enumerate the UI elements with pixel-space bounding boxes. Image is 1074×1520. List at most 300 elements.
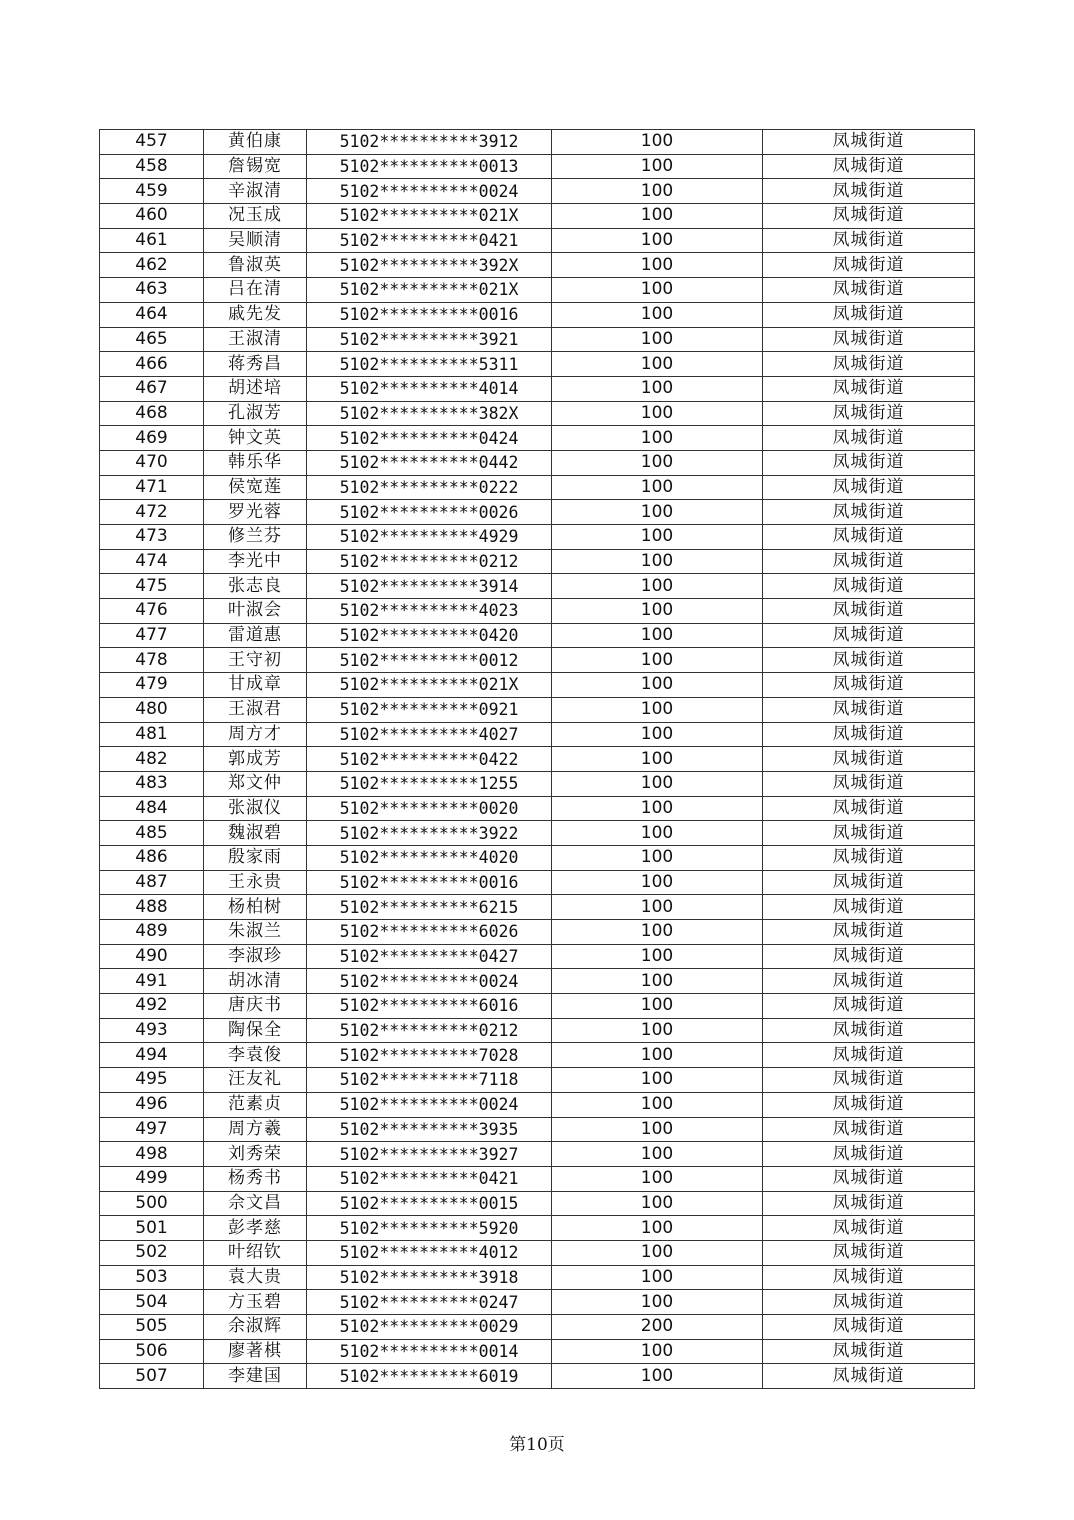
table-row [100, 1364, 975, 1389]
id-number-cell: 5102**********0014 [307, 1339, 552, 1364]
name-cell: 杨秀书 [204, 1166, 307, 1191]
table-row [100, 228, 975, 253]
amount-cell: 100 [552, 623, 763, 648]
row-number-cell: 474 [100, 549, 204, 574]
row-number-cell: 507 [100, 1364, 204, 1389]
row-number-cell: 459 [100, 179, 204, 204]
table-row [100, 154, 975, 179]
table-row [100, 204, 975, 229]
name-cell: 胡述培 [204, 376, 307, 401]
name-cell: 廖著棋 [204, 1339, 307, 1364]
street-cell: 凤城街道 [763, 327, 975, 352]
name-cell: 李光中 [204, 549, 307, 574]
name-cell: 唐庆书 [204, 994, 307, 1019]
street-cell: 凤城街道 [763, 722, 975, 747]
street-cell: 凤城街道 [763, 426, 975, 451]
table-row [100, 1290, 975, 1315]
id-number-cell: 5102**********0421 [307, 1166, 552, 1191]
table-row [100, 1339, 975, 1364]
name-cell: 李淑珍 [204, 944, 307, 969]
amount-cell: 100 [552, 1216, 763, 1241]
amount-cell: 100 [552, 845, 763, 870]
id-number-cell: 5102**********3921 [307, 327, 552, 352]
id-number-cell: 5102**********0024 [307, 969, 552, 994]
table-row [100, 747, 975, 772]
name-cell: 郑文仲 [204, 771, 307, 796]
amount-cell: 100 [552, 796, 763, 821]
table-row [100, 500, 975, 525]
row-number-cell: 500 [100, 1191, 204, 1216]
id-number-cell: 5102**********4012 [307, 1240, 552, 1265]
row-number-cell: 458 [100, 154, 204, 179]
name-cell: 王守初 [204, 648, 307, 673]
street-cell: 凤城街道 [763, 1142, 975, 1167]
name-cell: 张志良 [204, 574, 307, 599]
id-number-cell: 5102**********4023 [307, 599, 552, 624]
amount-cell: 100 [552, 648, 763, 673]
id-number-cell: 5102**********0013 [307, 154, 552, 179]
id-number-cell: 5102**********6026 [307, 920, 552, 945]
table-row [100, 1240, 975, 1265]
amount-cell: 100 [552, 475, 763, 500]
table-row [100, 599, 975, 624]
row-number-cell: 478 [100, 648, 204, 673]
amount-cell: 100 [552, 549, 763, 574]
row-number-cell: 504 [100, 1290, 204, 1315]
id-number-cell: 5102**********3912 [307, 130, 552, 155]
street-cell: 凤城街道 [763, 525, 975, 550]
street-cell: 凤城街道 [763, 179, 975, 204]
id-number-cell: 5102**********5311 [307, 352, 552, 377]
amount-cell: 100 [552, 302, 763, 327]
row-number-cell: 496 [100, 1092, 204, 1117]
amount-cell: 100 [552, 599, 763, 624]
name-cell: 罗光蓉 [204, 500, 307, 525]
row-number-cell: 470 [100, 450, 204, 475]
row-number-cell: 465 [100, 327, 204, 352]
id-number-cell: 5102**********392X [307, 253, 552, 278]
table-row [100, 845, 975, 870]
id-number-cell: 5102**********0012 [307, 648, 552, 673]
table-row [100, 278, 975, 303]
amount-cell: 100 [552, 1068, 763, 1093]
id-number-cell: 5102**********3914 [307, 574, 552, 599]
amount-cell: 100 [552, 747, 763, 772]
name-cell: 雷道惠 [204, 623, 307, 648]
name-cell: 侯宽莲 [204, 475, 307, 500]
table-row [100, 697, 975, 722]
row-number-cell: 481 [100, 722, 204, 747]
row-number-cell: 495 [100, 1068, 204, 1093]
street-cell: 凤城街道 [763, 278, 975, 303]
row-number-cell: 492 [100, 994, 204, 1019]
street-cell: 凤城街道 [763, 1290, 975, 1315]
street-cell: 凤城街道 [763, 1339, 975, 1364]
street-cell: 凤城街道 [763, 994, 975, 1019]
id-number-cell: 5102**********0020 [307, 796, 552, 821]
row-number-cell: 477 [100, 623, 204, 648]
table-row [100, 623, 975, 648]
table-row [100, 574, 975, 599]
row-number-cell: 466 [100, 352, 204, 377]
id-number-cell: 5102**********3927 [307, 1142, 552, 1167]
amount-cell: 100 [552, 327, 763, 352]
amount-cell: 100 [552, 673, 763, 698]
street-cell: 凤城街道 [763, 475, 975, 500]
row-number-cell: 489 [100, 920, 204, 945]
amount-cell: 100 [552, 1092, 763, 1117]
row-number-cell: 476 [100, 599, 204, 624]
table-row [100, 1043, 975, 1068]
street-cell: 凤城街道 [763, 845, 975, 870]
id-number-cell: 5102**********0247 [307, 1290, 552, 1315]
amount-cell: 100 [552, 1339, 763, 1364]
page-number: 第10页 [509, 1435, 565, 1455]
row-number-cell: 480 [100, 697, 204, 722]
id-number-cell: 5102**********3935 [307, 1117, 552, 1142]
row-number-cell: 487 [100, 870, 204, 895]
street-cell: 凤城街道 [763, 1018, 975, 1043]
amount-cell: 100 [552, 821, 763, 846]
amount-cell: 100 [552, 1117, 763, 1142]
name-cell: 范素贞 [204, 1092, 307, 1117]
name-cell: 魏淑碧 [204, 821, 307, 846]
amount-cell: 100 [552, 1142, 763, 1167]
row-number-cell: 461 [100, 228, 204, 253]
row-number-cell: 460 [100, 204, 204, 229]
row-number-cell: 499 [100, 1166, 204, 1191]
name-cell: 黄伯康 [204, 130, 307, 155]
name-cell: 周方才 [204, 722, 307, 747]
amount-cell: 100 [552, 352, 763, 377]
id-number-cell: 5102**********0024 [307, 179, 552, 204]
table-row [100, 1166, 975, 1191]
row-number-cell: 491 [100, 969, 204, 994]
table-row [100, 450, 975, 475]
table-row [100, 549, 975, 574]
street-cell: 凤城街道 [763, 1265, 975, 1290]
table-row [100, 722, 975, 747]
name-cell: 周方羲 [204, 1117, 307, 1142]
table-row [100, 895, 975, 920]
row-number-cell: 488 [100, 895, 204, 920]
amount-cell: 100 [552, 278, 763, 303]
table-row [100, 376, 975, 401]
table-row [100, 302, 975, 327]
row-number-cell: 463 [100, 278, 204, 303]
amount-cell: 100 [552, 228, 763, 253]
street-cell: 凤城街道 [763, 747, 975, 772]
name-cell: 张淑仪 [204, 796, 307, 821]
amount-cell: 100 [552, 525, 763, 550]
table-row [100, 1117, 975, 1142]
street-cell: 凤城街道 [763, 1043, 975, 1068]
table-row [100, 401, 975, 426]
id-number-cell: 5102**********0420 [307, 623, 552, 648]
row-number-cell: 494 [100, 1043, 204, 1068]
row-number-cell: 506 [100, 1339, 204, 1364]
name-cell: 殷家雨 [204, 845, 307, 870]
name-cell: 方玉碧 [204, 1290, 307, 1315]
name-cell: 况玉成 [204, 204, 307, 229]
row-number-cell: 486 [100, 845, 204, 870]
name-cell: 王淑清 [204, 327, 307, 352]
table-row [100, 253, 975, 278]
row-number-cell: 503 [100, 1265, 204, 1290]
amount-cell: 200 [552, 1315, 763, 1340]
street-cell: 凤城街道 [763, 771, 975, 796]
street-cell: 凤城街道 [763, 1068, 975, 1093]
id-number-cell: 5102**********0427 [307, 944, 552, 969]
amount-cell: 100 [552, 204, 763, 229]
id-number-cell: 5102**********0422 [307, 747, 552, 772]
id-number-cell: 5102**********0026 [307, 500, 552, 525]
street-cell: 凤城街道 [763, 1216, 975, 1241]
row-number-cell: 473 [100, 525, 204, 550]
street-cell: 凤城街道 [763, 1166, 975, 1191]
row-number-cell: 462 [100, 253, 204, 278]
row-number-cell: 505 [100, 1315, 204, 1340]
amount-cell: 100 [552, 771, 763, 796]
street-cell: 凤城街道 [763, 549, 975, 574]
id-number-cell: 5102**********0222 [307, 475, 552, 500]
name-cell: 叶淑会 [204, 599, 307, 624]
table-row [100, 179, 975, 204]
street-cell: 凤城街道 [763, 623, 975, 648]
street-cell: 凤城街道 [763, 796, 975, 821]
name-cell: 戚先发 [204, 302, 307, 327]
table-row [100, 352, 975, 377]
amount-cell: 100 [552, 1240, 763, 1265]
row-number-cell: 485 [100, 821, 204, 846]
street-cell: 凤城街道 [763, 253, 975, 278]
street-cell: 凤城街道 [763, 821, 975, 846]
row-number-cell: 472 [100, 500, 204, 525]
name-cell: 余淑辉 [204, 1315, 307, 1340]
id-number-cell: 5102**********3918 [307, 1265, 552, 1290]
table-row [100, 130, 975, 155]
street-cell: 凤城街道 [763, 401, 975, 426]
table-row [100, 525, 975, 550]
row-number-cell: 479 [100, 673, 204, 698]
amount-cell: 100 [552, 130, 763, 155]
amount-cell: 100 [552, 1265, 763, 1290]
street-cell: 凤城街道 [763, 1240, 975, 1265]
id-number-cell: 5102**********6019 [307, 1364, 552, 1389]
street-cell: 凤城街道 [763, 969, 975, 994]
id-number-cell: 5102**********0442 [307, 450, 552, 475]
beneficiary-table [99, 129, 975, 1389]
row-number-cell: 484 [100, 796, 204, 821]
street-cell: 凤城街道 [763, 204, 975, 229]
amount-cell: 100 [552, 376, 763, 401]
row-number-cell: 468 [100, 401, 204, 426]
table-row [100, 475, 975, 500]
id-number-cell: 5102**********4929 [307, 525, 552, 550]
table-row [100, 1216, 975, 1241]
amount-cell: 100 [552, 253, 763, 278]
amount-cell: 100 [552, 870, 763, 895]
row-number-cell: 469 [100, 426, 204, 451]
table-row [100, 994, 975, 1019]
id-number-cell: 5102**********0212 [307, 1018, 552, 1043]
id-number-cell: 5102**********382X [307, 401, 552, 426]
id-number-cell: 5102**********3922 [307, 821, 552, 846]
id-number-cell: 5102**********021X [307, 673, 552, 698]
name-cell: 甘成章 [204, 673, 307, 698]
amount-cell: 100 [552, 1043, 763, 1068]
id-number-cell: 5102**********6016 [307, 994, 552, 1019]
street-cell: 凤城街道 [763, 673, 975, 698]
name-cell: 詹锡宽 [204, 154, 307, 179]
name-cell: 李建国 [204, 1364, 307, 1389]
table-row [100, 1068, 975, 1093]
name-cell: 王永贵 [204, 870, 307, 895]
amount-cell: 100 [552, 1364, 763, 1389]
name-cell: 朱淑兰 [204, 920, 307, 945]
name-cell: 汪友礼 [204, 1068, 307, 1093]
amount-cell: 100 [552, 1018, 763, 1043]
street-cell: 凤城街道 [763, 697, 975, 722]
street-cell: 凤城街道 [763, 574, 975, 599]
row-number-cell: 490 [100, 944, 204, 969]
table-row [100, 648, 975, 673]
id-number-cell: 5102**********021X [307, 278, 552, 303]
id-number-cell: 5102**********7118 [307, 1068, 552, 1093]
amount-cell: 100 [552, 994, 763, 1019]
street-cell: 凤城街道 [763, 1117, 975, 1142]
id-number-cell: 5102**********0421 [307, 228, 552, 253]
street-cell: 凤城街道 [763, 154, 975, 179]
street-cell: 凤城街道 [763, 376, 975, 401]
street-cell: 凤城街道 [763, 500, 975, 525]
amount-cell: 100 [552, 500, 763, 525]
row-number-cell: 502 [100, 1240, 204, 1265]
table-row [100, 1315, 975, 1340]
amount-cell: 100 [552, 895, 763, 920]
amount-cell: 100 [552, 1191, 763, 1216]
id-number-cell: 5102**********1255 [307, 771, 552, 796]
street-cell: 凤城街道 [763, 130, 975, 155]
row-number-cell: 501 [100, 1216, 204, 1241]
id-number-cell: 5102**********4014 [307, 376, 552, 401]
row-number-cell: 464 [100, 302, 204, 327]
name-cell: 陶保全 [204, 1018, 307, 1043]
id-number-cell: 5102**********0016 [307, 870, 552, 895]
name-cell: 孔淑芳 [204, 401, 307, 426]
id-number-cell: 5102**********0016 [307, 302, 552, 327]
amount-cell: 100 [552, 920, 763, 945]
row-number-cell: 482 [100, 747, 204, 772]
street-cell: 凤城街道 [763, 450, 975, 475]
name-cell: 袁大贵 [204, 1265, 307, 1290]
id-number-cell: 5102**********4027 [307, 722, 552, 747]
table-row [100, 1142, 975, 1167]
table-row [100, 1018, 975, 1043]
street-cell: 凤城街道 [763, 228, 975, 253]
name-cell: 辛淑清 [204, 179, 307, 204]
amount-cell: 100 [552, 969, 763, 994]
table-row [100, 673, 975, 698]
table-row [100, 821, 975, 846]
street-cell: 凤城街道 [763, 944, 975, 969]
row-number-cell: 475 [100, 574, 204, 599]
id-number-cell: 5102**********0921 [307, 697, 552, 722]
street-cell: 凤城街道 [763, 870, 975, 895]
street-cell: 凤城街道 [763, 1191, 975, 1216]
table-row [100, 870, 975, 895]
table-body [100, 130, 975, 1389]
street-cell: 凤城街道 [763, 352, 975, 377]
amount-cell: 100 [552, 944, 763, 969]
name-cell: 李袁俊 [204, 1043, 307, 1068]
table-row [100, 796, 975, 821]
amount-cell: 100 [552, 450, 763, 475]
row-number-cell: 497 [100, 1117, 204, 1142]
row-number-cell: 493 [100, 1018, 204, 1043]
id-number-cell: 5102**********0424 [307, 426, 552, 451]
name-cell: 钟文英 [204, 426, 307, 451]
row-number-cell: 483 [100, 771, 204, 796]
id-number-cell: 5102**********4020 [307, 845, 552, 870]
name-cell: 刘秀荣 [204, 1142, 307, 1167]
street-cell: 凤城街道 [763, 599, 975, 624]
name-cell: 韩乐华 [204, 450, 307, 475]
street-cell: 凤城街道 [763, 920, 975, 945]
table-row [100, 1265, 975, 1290]
id-number-cell: 5102**********0029 [307, 1315, 552, 1340]
street-cell: 凤城街道 [763, 1315, 975, 1340]
table-row [100, 944, 975, 969]
street-cell: 凤城街道 [763, 1092, 975, 1117]
table-row [100, 920, 975, 945]
name-cell: 王淑君 [204, 697, 307, 722]
amount-cell: 100 [552, 426, 763, 451]
amount-cell: 100 [552, 1166, 763, 1191]
row-number-cell: 498 [100, 1142, 204, 1167]
amount-cell: 100 [552, 401, 763, 426]
name-cell: 郭成芳 [204, 747, 307, 772]
name-cell: 鲁淑英 [204, 253, 307, 278]
name-cell: 彭孝慈 [204, 1216, 307, 1241]
name-cell: 吴顺清 [204, 228, 307, 253]
amount-cell: 100 [552, 154, 763, 179]
table-row [100, 771, 975, 796]
id-number-cell: 5102**********5920 [307, 1216, 552, 1241]
row-number-cell: 471 [100, 475, 204, 500]
table-row [100, 426, 975, 451]
name-cell: 蒋秀昌 [204, 352, 307, 377]
id-number-cell: 5102**********0024 [307, 1092, 552, 1117]
id-number-cell: 5102**********0212 [307, 549, 552, 574]
name-cell: 杨柏树 [204, 895, 307, 920]
id-number-cell: 5102**********6215 [307, 895, 552, 920]
amount-cell: 100 [552, 722, 763, 747]
id-number-cell: 5102**********7028 [307, 1043, 552, 1068]
name-cell: 佘文昌 [204, 1191, 307, 1216]
amount-cell: 100 [552, 697, 763, 722]
amount-cell: 100 [552, 574, 763, 599]
row-number-cell: 467 [100, 376, 204, 401]
amount-cell: 100 [552, 179, 763, 204]
name-cell: 胡冰清 [204, 969, 307, 994]
street-cell: 凤城街道 [763, 648, 975, 673]
table-row [100, 1092, 975, 1117]
table-row [100, 1191, 975, 1216]
id-number-cell: 5102**********021X [307, 204, 552, 229]
id-number-cell: 5102**********0015 [307, 1191, 552, 1216]
table-row [100, 327, 975, 352]
